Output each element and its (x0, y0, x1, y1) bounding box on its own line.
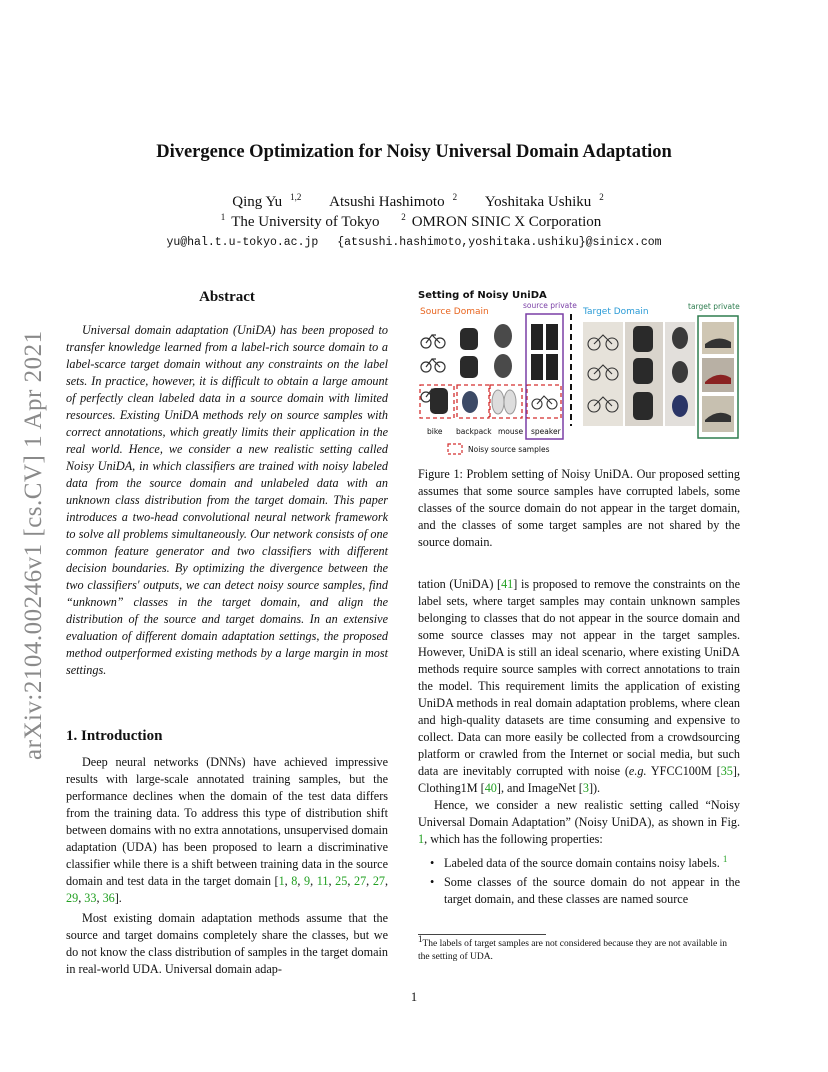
intro-paragraph: Deep neural networks (DNNs) have achieved impressive results with large-scale annotated training samples, but the performance declines when the domain of the test data differs from the training data. To address this type of distribution shift between domains with no extra annotations, unsupervised domain adaptation (UDA) has been proposed to learn a discriminative classifier while there is a shift between training data in the source domain and test data in the target domain [1, 8, 9, 11, 25, 27, 27, 29, 33, 36]. (66, 755, 389, 905)
property-list (418, 855, 740, 908)
citation[interactable]: 29 (66, 891, 79, 905)
citation[interactable]: 25 (335, 874, 348, 888)
figure-reference[interactable]: 1 (418, 832, 425, 846)
citation[interactable]: 3 (582, 781, 589, 795)
source-domain-label: Source Domain (420, 307, 489, 317)
citation[interactable]: 41 (501, 577, 514, 591)
figure-title: Setting of Noisy UniDA (418, 290, 547, 301)
intro-paragraph: Most existing domain adaptation methods assume that the source and target domains completely share the classes, but we do not know the class distribution of samples in the target domain in real-world UDA. Universal domain adap- (66, 911, 388, 976)
target-domain-label: Target Domain (583, 307, 649, 317)
figure-1 (418, 286, 740, 458)
author-list (0, 194, 828, 211)
body-paragraph: tation (UniDA) [41] is proposed to remove the constraints on the label sets, where target samples may contain unknown samples belonging to classes that do not appear in the source domain and some source classes may not appear in the target samples. However, UniDA is still an ideal scenario, where existing UniDA methods require source samples with correct annotations to train the model. This requirement limits the application of existing UniDA methods in real domain adaptation problems, where clean and high-quality datasets are time consuming and expensive to collect. Data can more easily be collected from a crowdsourcing platform or crawled from the Internet or social media, but such data are inevitably corrupted with noise (e.g. YFCC100M [35], Clothing1M [40], and ImageNet [3]). (418, 577, 740, 795)
affiliation: $^1$ The University of Tokyo (220, 212, 380, 230)
citation[interactable]: 8 (291, 874, 298, 888)
email: yu@hal.t.u-tokyo.ac.jp (166, 236, 319, 249)
bike-icon (532, 396, 557, 409)
class-label: bike (427, 427, 443, 436)
footnote: $^1$The labels of target samples are not considered because they are not available in the setting of UDA. (418, 933, 727, 962)
target-sample-grid (583, 316, 738, 438)
page-number: 1 (410, 990, 418, 1004)
body-paragraph: Hence, we consider a new realistic setting called “Noisy Universal Domain Adaptation” (Noisy UniDA), as shown in Fig. 1, which has the following properties: (418, 798, 740, 846)
abstract-heading: Abstract (199, 289, 255, 305)
class-label: speaker (531, 427, 561, 436)
mouse-icon (672, 327, 688, 417)
class-label: backpack (456, 427, 492, 436)
noisy-legend-swatch (448, 444, 462, 454)
figure-caption: Figure 1: Problem setting of Noisy UniDA. Our proposed setting assumes that some source samples have corrupted labels, some classes of the source domain do not appear in the target domain, and the classes of some target samples are not shared by the source domain. (418, 467, 740, 549)
citation[interactable]: 11 (316, 874, 329, 888)
source-sample-grid (420, 314, 563, 439)
arxiv-identifier: arXiv:2104.00246v1 [cs.CV] 1 Apr 2021 (20, 330, 47, 760)
citation[interactable]: 1 (278, 874, 285, 888)
citation[interactable]: 36 (102, 891, 115, 905)
citation[interactable]: 27 (372, 874, 385, 888)
source-private-label: source private (523, 301, 577, 310)
affiliation-list (0, 214, 828, 231)
citation[interactable]: 27 (353, 874, 367, 888)
noisy-legend-label: Noisy source samples (468, 445, 550, 454)
email: {atsushi.hashimoto,yoshitaka.ushiku}@sinicx.com (337, 236, 662, 249)
author: Atsushi Hashimoto $^2$ (329, 192, 458, 210)
citation[interactable]: 9 (304, 874, 311, 888)
footnote-marker[interactable]: 1 (722, 853, 728, 864)
introduction-body (66, 754, 388, 981)
abstract-text: Universal domain adaptation (UniDA) has been proposed to transfer knowledge learned from a label-rich source domain to a label-scarce target domain without any constraints on the label sets. In practice, however, it is difficult to obtain a large amount of perfectly clean labeled data in a source domain with limited resources. Existing UniDA methods rely on source samples with correct annotations, which greatly limits their application in the real world. Hence, we consider a new realistic setting called Noisy UniDA, in which classifiers are trained with noisy labeled data from the source domain and unlabeled data with an unknown class distribution from the target domain. This paper introduces a two-head convolutional neural network framework to solve all problems simultaneously. Our network consists of one common feature generator and two classifiers with different decision boundaries. By optimizing the divergence between the two classifiers' outputs, we can detect noisy source samples, find “unknown” classes in the target domain, and align the distribution of the source and target domains. In an extensive evaluation of different domain adaptation settings, the proposed method outperformed existing methods by a large margin in most settings. (66, 323, 388, 677)
target-private-label: target private (688, 302, 740, 311)
right-column-body (418, 576, 740, 910)
citation[interactable]: 35 (720, 764, 733, 778)
introduction-heading: 1. Introduction (66, 728, 163, 744)
backpack-icon (633, 326, 653, 420)
affiliation: $^2$ OMRON SINIC X Corporation (401, 212, 602, 230)
email-list (0, 236, 828, 249)
paper-title: Divergence Optimization for Noisy Universal Domain Adaptation (156, 142, 672, 162)
author: Qing Yu $^{1,2}$ (232, 192, 302, 210)
footnote-divider (418, 934, 546, 935)
list-item: • Labeled data of the source domain contains noisy labels. $^1$ (418, 855, 740, 872)
author: Yoshitaka Ushiku $^2$ (484, 192, 604, 210)
citation[interactable]: 33 (84, 891, 97, 905)
list-item: • Some classes of the source domain do not appear in the target domain, and these classes are named source (418, 874, 740, 908)
class-label: mouse (498, 427, 524, 436)
citation[interactable]: 40 (484, 781, 497, 795)
